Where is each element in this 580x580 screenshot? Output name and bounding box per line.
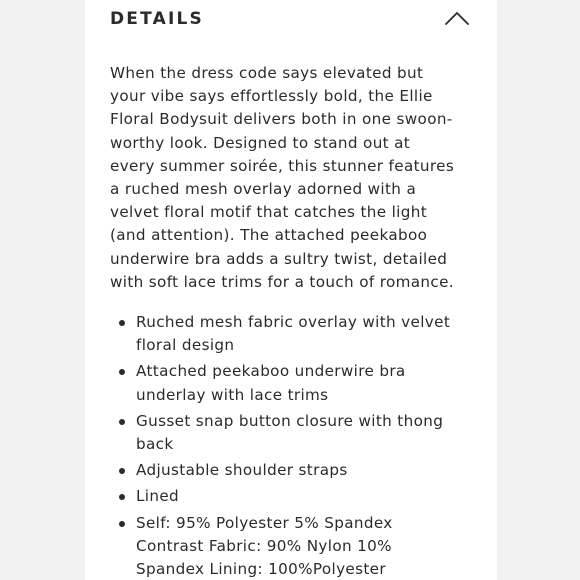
list-item — [110, 410, 460, 456]
product-details-panel — [85, 0, 497, 580]
feature-text: Self: 95% Polyester 5% Spandex Contrast Fabric: 90% Nylon 10% Spandex Lining: 100%Polyester — [136, 513, 393, 579]
bullet-icon — [119, 419, 125, 425]
bullet-icon — [119, 320, 125, 326]
bullet-icon — [119, 369, 125, 375]
list-item — [110, 360, 460, 406]
feature-text: Ruched mesh fabric overlay with velvet floral design — [136, 313, 451, 355]
list-item — [110, 485, 460, 508]
bullet-icon — [119, 521, 125, 527]
feature-text: Attached peekaboo underwire bra underlay with lace trims — [136, 362, 406, 404]
list-item — [110, 512, 460, 580]
details-header[interactable] — [110, 0, 475, 40]
feature-text: Lined — [136, 487, 180, 506]
list-item — [110, 311, 460, 357]
feature-text: Gusset snap button closure with thong back — [136, 411, 444, 454]
bullet-icon — [119, 468, 125, 474]
feature-text: Adjustable shoulder straps — [136, 461, 348, 480]
product-description: When the dress code says elevated but your vibe says effortlessly bold, the Ellie Floral Bodysuit delivers both in one swoon-worthy look. Designed to stand out at every summer soirée, this stunner features a ruched mesh overlay adorned with a velvet floral motif that catches the light (and attention). The attached peekaboo underwire bra adds a sultry twist, detailed with soft lace trims for a touch of romance. — [110, 64, 455, 291]
details-title: DETAILS — [110, 9, 204, 29]
collapse-toggle[interactable] — [444, 9, 470, 27]
chevron-up-icon — [444, 9, 470, 27]
feature-list — [110, 311, 460, 580]
bullet-icon — [119, 494, 125, 500]
list-item — [110, 459, 460, 482]
